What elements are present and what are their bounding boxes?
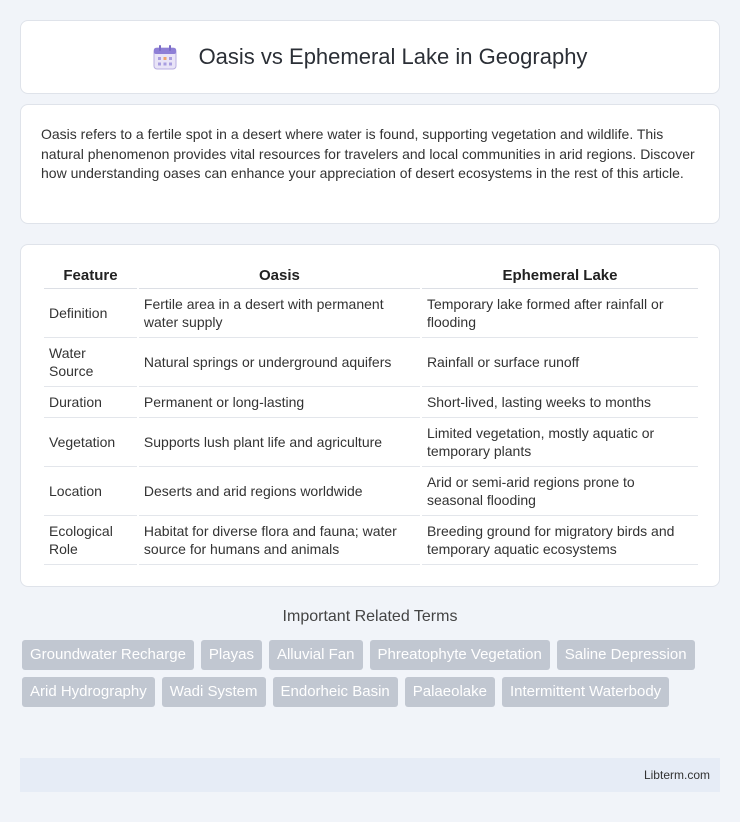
intro-card: [20, 104, 720, 224]
table-cell: Temporary lake formed after rainfall or flooding: [422, 289, 698, 338]
table-cell: Natural springs or underground aquifers: [139, 338, 420, 387]
table-cell: Ecological Role: [44, 516, 137, 565]
table-cell: Water Source: [44, 338, 137, 387]
table-cell: Definition: [44, 289, 137, 338]
table-row: [44, 418, 698, 467]
term-tag[interactable]: Phreatophyte Vegetation: [370, 640, 550, 670]
table-cell: Supports lush plant life and agriculture: [139, 418, 420, 467]
table-cell: Limited vegetation, mostly aquatic or temporary plants: [422, 418, 698, 467]
term-tag[interactable]: Saline Depression: [557, 640, 695, 670]
table-cell: Breeding ground for migratory birds and temporary aquatic ecosystems: [422, 516, 698, 565]
table-row: [44, 516, 698, 565]
comparison-card: [20, 244, 720, 587]
table-cell: Rainfall or surface runoff: [422, 338, 698, 387]
term-tag[interactable]: Arid Hydrography: [22, 677, 155, 707]
table-cell: Permanent or long-lasting: [139, 387, 420, 418]
title-wrap: [153, 44, 588, 70]
table-cell: Arid or semi-arid regions prone to seasonal flooding: [422, 467, 698, 516]
table-row: [44, 289, 698, 338]
term-tag[interactable]: Playas: [201, 640, 262, 670]
term-tag[interactable]: Intermittent Waterbody: [502, 677, 669, 707]
footer-link[interactable]: Libterm.com: [643, 768, 710, 782]
table-cell: Fertile area in a desert with permanent water supply: [139, 289, 420, 338]
table-header-row: [44, 263, 698, 289]
footer: [20, 758, 720, 792]
table-cell: Duration: [44, 387, 137, 418]
table-row: [44, 338, 698, 387]
table-row: [44, 467, 698, 516]
column-header: Feature: [44, 263, 137, 289]
table-cell: Vegetation: [44, 418, 137, 467]
table-row: [44, 387, 698, 418]
term-tag[interactable]: Groundwater Recharge: [22, 640, 194, 670]
column-header: Oasis: [139, 263, 420, 289]
header-card: [20, 20, 720, 94]
table-cell: Deserts and arid regions worldwide: [139, 467, 420, 516]
calendar-icon: [153, 44, 177, 70]
term-tag[interactable]: Palaeolake: [405, 677, 495, 707]
table-cell: Location: [44, 467, 137, 516]
table-cell: Short-lived, lasting weeks to months: [422, 387, 698, 418]
related-terms-title: Important Related Terms: [282, 608, 458, 625]
term-tag[interactable]: Alluvial Fan: [269, 640, 363, 670]
column-header: Ephemeral Lake: [422, 263, 698, 289]
term-tag[interactable]: Wadi System: [162, 677, 266, 707]
page-title: Oasis vs Ephemeral Lake in Geography: [198, 44, 588, 69]
intro-text: Oasis refers to a fertile spot in a desert where water is found, supporting vegetation and wildlife. This natural phenomenon provides vital resources for travelers and local communities in arid regions. Discover how understanding oases can enhance your appreciation of desert ecosystems in the rest of this article.: [41, 126, 695, 181]
term-tag[interactable]: Endorheic Basin: [273, 677, 398, 707]
comparison-table: [42, 263, 700, 565]
related-terms-list: [22, 640, 722, 707]
table-cell: Habitat for diverse flora and fauna; water source for humans and animals: [139, 516, 420, 565]
